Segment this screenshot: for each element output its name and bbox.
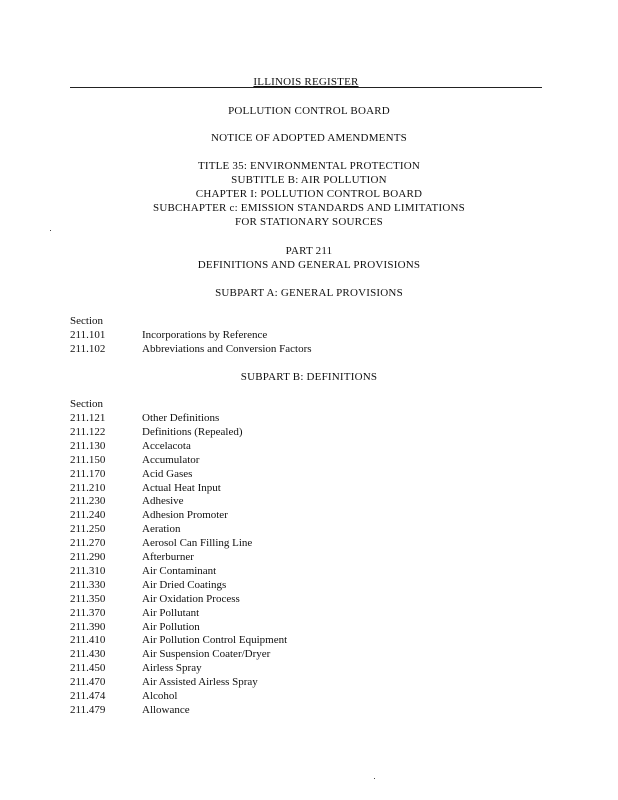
section-title: Actual Heat Input xyxy=(142,481,221,494)
section-title: Air Pollution xyxy=(142,620,200,633)
section-title: Air Pollution Control Equipment xyxy=(142,634,288,647)
subtitle-line: SUBTITLE B: AIR POLLUTION xyxy=(231,174,387,186)
section-number: 211.122 xyxy=(70,425,106,438)
section-title: Air Dried Coatings xyxy=(142,578,227,591)
title-line: TITLE 35: ENVIRONMENTAL PROTECTION xyxy=(197,160,421,172)
notice-title: NOTICE OF ADOPTED AMENDMENTS xyxy=(211,132,407,144)
section-number: 211.474 xyxy=(70,690,106,702)
section-number: 211.230 xyxy=(70,495,106,508)
section-number: 211.210 xyxy=(70,481,106,494)
section-title: Aeration xyxy=(142,523,181,536)
section-title: Other Definitions xyxy=(142,412,220,424)
board-name: POLLUTION CONTROL BOARD xyxy=(228,105,390,117)
section-title: Accumulator xyxy=(142,453,200,466)
part-name: DEFINITIONS AND GENERAL PROVISIONS xyxy=(197,259,421,271)
section-number: 211.290 xyxy=(70,551,106,563)
chapter-line: CHAPTER I: POLLUTION CONTROL BOARD xyxy=(195,188,423,200)
section-number: 211.370 xyxy=(70,606,106,619)
section-number: 211.390 xyxy=(70,620,106,633)
subchapter-continuation: FOR STATIONARY SOURCES xyxy=(235,216,383,228)
register-header xyxy=(70,76,542,90)
section-title: Adhesive xyxy=(142,495,184,508)
section-number: 211.330 xyxy=(70,578,106,591)
section-title: Acid Gases xyxy=(142,467,193,480)
subpart-a-heading: SUBPART A: GENERAL PROVISIONS xyxy=(215,287,403,299)
section-title: Air Pollutant xyxy=(142,606,200,619)
section-title: Air Assisted Airless Spray xyxy=(142,676,258,689)
subchapter-line: SUBCHAPTER c: EMISSION STANDARDS AND LIMITATIONS xyxy=(153,202,465,214)
section-number: 211.150 xyxy=(70,453,106,466)
section-number: 211.130 xyxy=(70,439,106,452)
section-number: 211.479 xyxy=(70,703,106,716)
section-title: Air Oxidation Process xyxy=(142,592,240,605)
scan-speck xyxy=(374,778,375,779)
section-number: 211.170 xyxy=(70,467,106,480)
section-title: Abbreviations and Conversion Factors xyxy=(142,342,312,355)
section-number: 211.101 xyxy=(70,329,106,341)
section-title: Airless Spray xyxy=(142,662,202,675)
section-number: 211.350 xyxy=(70,592,106,605)
section-number: 211.450 xyxy=(70,662,106,675)
register-title: ILLINOIS REGISTER xyxy=(253,76,359,88)
section-title: Afterburner xyxy=(142,551,194,563)
section-number: 211.470 xyxy=(70,676,106,689)
section-title: Definitions (Repealed) xyxy=(142,425,243,438)
section-label-a: Section xyxy=(70,315,103,327)
section-number: 211.250 xyxy=(70,523,106,536)
section-number: 211.240 xyxy=(70,509,106,522)
scan-speck xyxy=(50,230,51,231)
section-title: Incorporations by Reference xyxy=(142,329,268,341)
section-number: 211.270 xyxy=(70,537,106,550)
section-number: 211.121 xyxy=(70,412,106,424)
section-title: Accelacota xyxy=(142,439,191,452)
section-label-b: Section xyxy=(70,398,103,410)
section-title: Alcohol xyxy=(142,690,178,702)
section-title: Allowance xyxy=(142,703,190,716)
section-number: 211.410 xyxy=(70,634,106,647)
part-number: PART 211 xyxy=(285,245,333,257)
section-title: Air Suspension Coater/Dryer xyxy=(142,648,271,661)
section-title: Air Contaminant xyxy=(142,564,217,577)
section-title: Aerosol Can Filling Line xyxy=(142,537,253,550)
section-number: 211.102 xyxy=(70,342,106,355)
section-number: 211.430 xyxy=(70,648,106,661)
subpart-b-heading: SUBPART B: DEFINITIONS xyxy=(240,371,378,383)
section-number: 211.310 xyxy=(70,564,106,577)
section-title: Adhesion Promoter xyxy=(142,509,228,522)
